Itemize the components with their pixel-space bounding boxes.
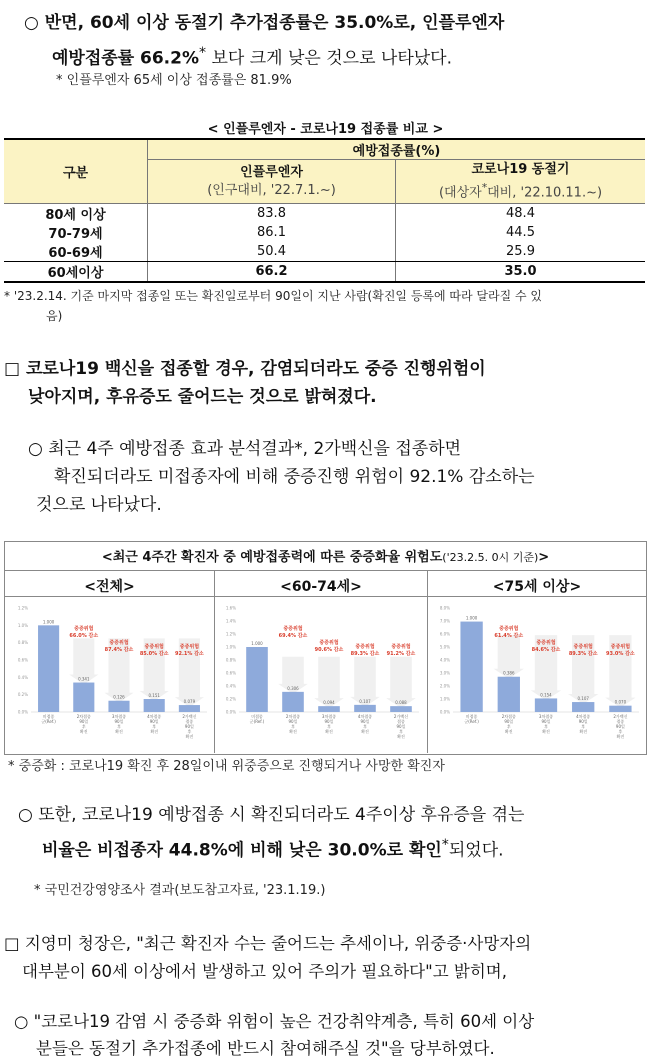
category-label: 후 [291,724,295,729]
y-tick-label: 2.0% [439,683,450,689]
section3-line2-bold: 비율은 비접종자 44.8%에 비해 낮은 30.0%로 확인 [42,840,442,861]
value-label: 0.341 [78,676,90,682]
category-label: 90일 [114,719,124,724]
category-label: 90일 [615,724,625,729]
bar [460,622,482,712]
category-label: 접종 [185,719,194,724]
table-col-covid [396,160,646,204]
category-label: 90일 [79,719,89,724]
total-covid: 35.0 [396,262,646,283]
category-label: 확진 [397,734,405,739]
section1-line1: ○ 반면, 60세 이상 동절기 추가접종률은 35.0%로, 인플루엔자 [24,13,505,33]
y-tick-label: 1.0% [439,696,450,702]
category-label: 90일 [360,719,370,724]
category-label: 미접종 [42,714,55,719]
category-label: 확진 [185,734,194,739]
col-covid-sub-b: 대비, '22.10.11.~) [487,185,603,201]
annotation-label: 중증위험 [144,644,164,650]
category-label: 4차접종 [576,714,591,719]
bar [108,701,129,712]
y-tick-label: 0.4% [17,674,28,680]
category-label: 2차접종 [501,714,516,719]
value-label: 0.386 [503,670,515,676]
category-label: 군(Ref.) [464,719,479,724]
table-footnote: * '23.2.14. 기준 마지막 접종일 또는 확진일로부터 90일이 지난 사람(확진일 등록에 따라 달라질 수 있 [4,289,542,303]
row-covid: 44.5 [506,225,535,240]
col-covid-star: * [481,180,488,194]
category-label: 확진 [79,729,88,734]
annotation-label: 89.3% 감소 [350,651,380,657]
category-label: 확진 [361,729,369,734]
category-label: 확진 [542,729,550,734]
y-tick-label: 1.4% [225,618,236,624]
bar [498,677,520,712]
panel-title-all: <전체> [84,579,135,595]
col-covid-sub [396,179,645,202]
category-label: 90일 [578,719,588,724]
y-tick-label: 0.8% [17,640,28,646]
y-tick-label: 0.6% [17,657,28,663]
annotation-label: 중증위험 [179,644,200,650]
category-label: 접종 [397,719,405,724]
annotation-label: 중증위험 [536,640,556,646]
category-label: 90일 [184,724,194,729]
section3-line2 [42,832,504,865]
category-label: 후 [399,729,403,734]
row-flu: 50.4 [148,242,396,262]
row-covid: 25.9 [396,242,646,262]
section4-line1: □ 지영미 청장은, "최근 확진자 수는 줄어드는 추세이나, 위중증·사망자의 [4,934,532,953]
category-label: 3차접종 [111,714,127,719]
annotation-label: 84.6% 감소 [531,647,561,653]
section1-line2 [52,40,648,73]
category-label: 후 [152,724,157,729]
value-label: 0.151 [148,693,160,698]
table-col-group: 예방접종률(%) [148,139,646,160]
annotation-label: 61.4% 감소 [494,633,524,639]
bar [282,692,304,712]
value-label: 1.000 [42,619,55,625]
annotation-label: 중증위험 [74,626,94,632]
category-label: 미접종 [251,714,263,719]
y-tick-label: 6.0% [439,631,450,637]
section1-line2-rest: 보다 크게 낮은 것으로 나타났다. [206,48,453,69]
category-label: 2차접종 [76,714,91,719]
chart-note: * 중증화 : 코로나19 확진 후 28일이내 위중증으로 진행되거나 사망한 확진자 [8,759,445,774]
category-label: 후 [618,729,623,734]
total-label: 60세이상 [4,262,148,283]
bar [354,705,376,712]
category-label: 확진 [616,734,625,739]
section2-sub2: 확진되더라도 미접종자에 비해 중증진행 위험이 92.1% 감소하는 [54,467,535,487]
chart-box [4,541,647,755]
category-label: 후 [327,724,331,729]
section2-line1: □ 코로나19 백신을 접종할 경우, 감염되더라도 중증 진행위험이 [4,359,486,379]
y-tick-label: 7.0% [439,618,450,624]
row-label: 60-69세 [4,242,148,262]
category-label: 2가백신 [393,714,409,719]
table-footnote-cont: 음) [46,309,63,323]
bar [572,702,594,712]
category-label: 2차접종 [285,714,301,719]
category-label: 4차접종 [147,714,162,719]
annotation-label: 중증위험 [319,640,339,646]
table-row [4,223,645,242]
value-label: 0.107 [359,698,371,704]
value-label: 1.000 [251,641,263,646]
table-title: < 인플루엔자 - 코로나19 접종률 비교 > [207,122,444,137]
annotation-label: 중증위험 [499,626,519,632]
footnote-star: * [441,837,449,853]
bar [609,706,631,712]
annotation-label: 중증위험 [610,644,631,650]
y-tick-label: 0.6% [225,670,236,676]
section4-line2: 대부분이 60세 이상에서 발생하고 있어 주의가 필요하다"고 밝히며, [22,962,507,981]
section3-note: * 국민건강영양조사 결과(보도참고자료, '23.1.19.) [34,883,326,898]
section3-line1: ○ 또한, 코로나19 예방접종 시 확진되더라도 4주이상 후유증을 겪는 [18,805,525,825]
col-covid-name: 코로나19 동절기 [471,161,570,177]
category-label: 후 [581,724,586,729]
annotation-label: 중증위험 [391,644,411,650]
chart-title [5,546,646,565]
value-label: 0.126 [113,694,125,700]
col-flu-sub: (인구대비, '22.7.1.~) [207,182,336,198]
annotation-label: 중증위험 [109,640,129,646]
y-tick-label: 1.6% [225,605,236,611]
annotation-label: 69.4% 감소 [278,633,308,639]
bar [38,625,59,712]
annotation-label: 중증위험 [355,644,375,650]
y-tick-label: 0.8% [225,657,236,663]
section4-sub2: 분들은 동절기 추가접종에 반드시 참여해주실 것"을 당부하였다. [36,1039,495,1058]
category-label: 90일 [541,719,551,724]
row-covid: 48.4 [506,206,535,221]
table-total-row [4,262,645,283]
y-tick-label: 0.2% [17,692,28,698]
category-label: 확진 [289,729,297,734]
category-label: 3차접종 [538,714,554,719]
category-label: 확진 [325,729,333,734]
value-label: 0.094 [323,700,335,706]
value-label: 1.000 [465,615,478,621]
section3-line2-rest: 되었다. [448,840,504,861]
category-label: 후 [117,724,121,729]
y-tick-label: 1.0% [17,622,28,628]
category-label: 90일 [149,719,159,724]
value-label: 0.079 [183,699,196,705]
y-tick-label: 0.0% [17,709,28,715]
row-flu: 83.8 [148,204,396,224]
table-row-header: 구분 [4,139,148,204]
annotation-label: 89.3% 감소 [568,651,598,657]
category-label: 접종 [616,719,625,724]
category-label: 확진 [504,729,513,734]
chart-title-date: ('23.2.5. 0시 기준) [442,551,539,564]
category-label: 후 [81,724,86,729]
annotation-label: 중증위험 [573,644,593,650]
panel-divider [427,570,428,753]
row-label: 80세 이상 [4,204,148,224]
category-label: 3차접종 [321,714,337,719]
value-label: 0.154 [540,692,552,698]
bar [390,706,412,712]
value-label: 0.088 [395,700,407,706]
annotation-label: 87.4% 감소 [104,647,134,653]
category-label: 2가백신 [182,714,197,719]
category-label: 90일 [396,724,406,729]
y-tick-label: 0.2% [225,696,236,702]
category-label: 4차접종 [357,714,373,719]
footnote-star: * [199,45,207,61]
table-col-flu [148,160,396,204]
chart-title-close: > [538,550,550,565]
annotation-label: 92.1% 감소 [175,651,204,657]
category-label: 후 [506,724,511,729]
chart-panel-all [9,600,211,750]
y-tick-label: 4.0% [439,657,450,663]
category-label: 2가백신 [613,714,628,719]
category-label: 90일 [324,719,334,724]
y-tick-label: 1.0% [225,644,236,650]
row-flu: 86.1 [148,223,396,242]
chart-title-text: <최근 4주간 확진자 중 예방접종력에 따른 중증화율 위험도 [101,550,443,565]
bar [318,706,340,712]
bar [179,705,200,712]
y-tick-label: 1.2% [225,631,236,637]
flu-rate-text: 예방접종률 66.2% [52,48,200,69]
bar [535,698,557,712]
table-row [4,204,645,224]
category-label: 90일 [504,719,514,724]
value-label: 0.070 [614,699,627,705]
section2-sub3: 것으로 나타났다. [36,495,162,515]
bar [144,699,165,712]
category-label: 군(Ref.) [249,719,265,724]
annotation-label: 90.6% 감소 [314,647,344,653]
chart-panel-75plus [431,600,643,750]
panel-title-60-74: <60-74세> [280,579,362,595]
annotation-label: 중증위험 [283,626,303,632]
category-label: 90일 [288,719,298,724]
section1-note: * 인플루엔자 65세 이상 접종률은 81.9% [56,73,292,88]
category-label: 후 [544,724,548,729]
category-label: 미접종 [465,714,478,719]
y-tick-label: 5.0% [439,644,450,650]
panel-title-75plus: <75세 이상> [492,579,582,595]
category-label: 확진 [150,729,159,734]
y-tick-label: 1.2% [17,605,28,611]
section2-line2: 낮아지며, 후유증도 줄어드는 것으로 밝혀졌다. [28,387,377,407]
col-flu-name: 인플루엔자 [240,164,303,180]
bar [73,683,94,712]
total-flu: 66.2 [148,262,396,283]
y-tick-label: 0.0% [225,709,236,715]
row-label: 70-79세 [4,223,148,242]
table-row [4,242,645,262]
annotation-label: 91.2% 감소 [386,651,416,657]
col-covid-sub-a: (대상자 [438,185,482,201]
panel-divider [214,570,215,753]
section2-sub1: ○ 최근 4주 예방접종 효과 분석결과*, 2가백신을 접종하면 [28,439,462,459]
value-label: 0.107 [577,696,589,702]
y-tick-label: 0.4% [225,683,236,689]
value-label: 0.306 [287,685,299,691]
category-label: 군(Ref.) [41,719,56,724]
comparison-table [4,138,645,283]
category-label: 확진 [579,729,588,734]
y-tick-label: 0.0% [439,709,450,715]
y-tick-label: 8.0% [439,605,450,611]
category-label: 확진 [115,729,123,734]
y-tick-label: 3.0% [439,670,450,676]
chart-panel-60-74 [217,600,423,750]
annotation-label: 66.0% 감소 [69,633,99,639]
bar [246,647,268,712]
category-label: 후 [363,724,367,729]
section4-sub1: ○ "코로나19 감염 시 중증화 위험이 높은 건강취약계층, 특히 60세 이상 [14,1012,535,1031]
category-label: 후 [187,729,192,734]
annotation-label: 85.0% 감소 [139,651,169,657]
annotation-label: 93.0% 감소 [606,651,635,657]
